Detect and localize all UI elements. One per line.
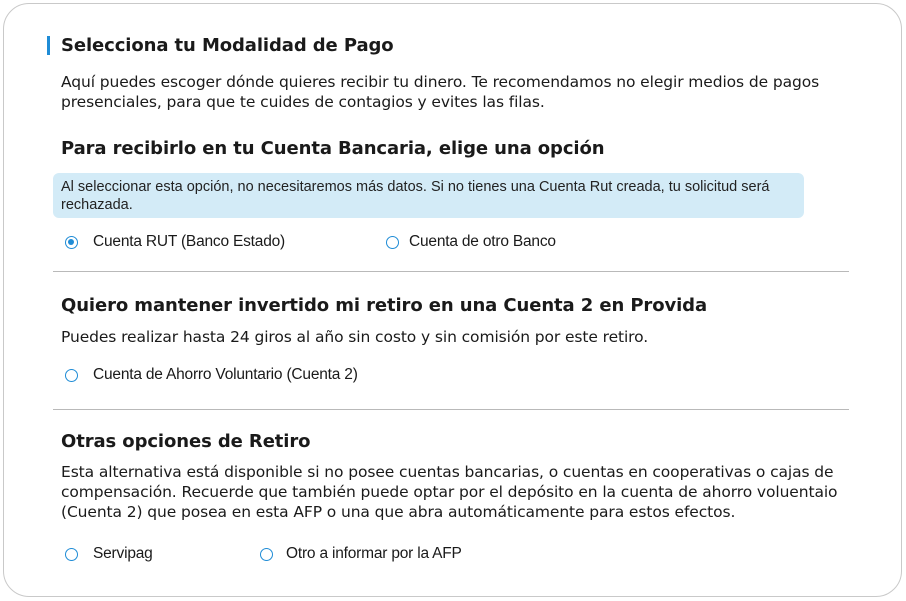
radio-unchecked-icon[interactable] — [65, 548, 78, 561]
section-divider — [53, 271, 849, 272]
option-label: Cuenta RUT (Banco Estado) — [93, 233, 286, 250]
invest-description: Puedes realizar hasta 24 giros al año sin costo y sin comisión por este retiro. — [61, 328, 649, 346]
title-accent-bar — [47, 36, 50, 55]
radio-unchecked-icon[interactable] — [386, 236, 399, 249]
intro-text: Aquí puedes escoger dónde quieres recibir tu dinero. Te recomendamos no elegir medios de pagos presenciales, para que te cuides de contagios y evites las filas. — [61, 73, 820, 111]
invest-section-title: Quiero mantener invertido mi retiro en una Cuenta 2 en Provida — [61, 295, 708, 316]
radio-checked-icon[interactable] — [65, 236, 78, 249]
other-section-title: Otras opciones de Retiro — [61, 431, 311, 452]
page-title: Selecciona tu Modalidad de Pago — [61, 35, 394, 56]
option-cuenta-2[interactable] — [65, 366, 358, 384]
bank-info-box — [53, 173, 804, 218]
option-otro-afp[interactable] — [260, 545, 462, 563]
option-label: Cuenta de Ahorro Voluntario (Cuenta 2) — [93, 366, 358, 383]
option-servipag[interactable] — [65, 545, 153, 563]
other-description: Esta alternativa está disponible si no posee cuentas bancarias, o cuentas en cooperativas o cajas de compensación. Recuerde que también puede optar por el depósito en la cuenta de ahorro voluentaio (Cuenta 2) que posea en esta AFP o una que abra automáticamente para estos efectos. — [61, 463, 838, 521]
option-label: Cuenta de otro Banco — [409, 233, 556, 250]
radio-unchecked-icon[interactable] — [260, 548, 273, 561]
option-cuenta-rut[interactable] — [65, 233, 285, 251]
bank-info-text: Al seleccionar esta opción, no necesitaremos más datos. Si no tienes una Cuenta Rut creada, tu solicitud será rechazada. — [61, 179, 770, 213]
option-label: Servipag — [93, 545, 153, 562]
section-divider — [53, 409, 849, 410]
radio-unchecked-icon[interactable] — [65, 369, 78, 382]
bank-section-title: Para recibirlo en tu Cuenta Bancaria, elige una opción — [61, 138, 605, 159]
option-label: Otro a informar por la AFP — [286, 545, 462, 562]
option-otro-banco[interactable] — [386, 233, 556, 251]
